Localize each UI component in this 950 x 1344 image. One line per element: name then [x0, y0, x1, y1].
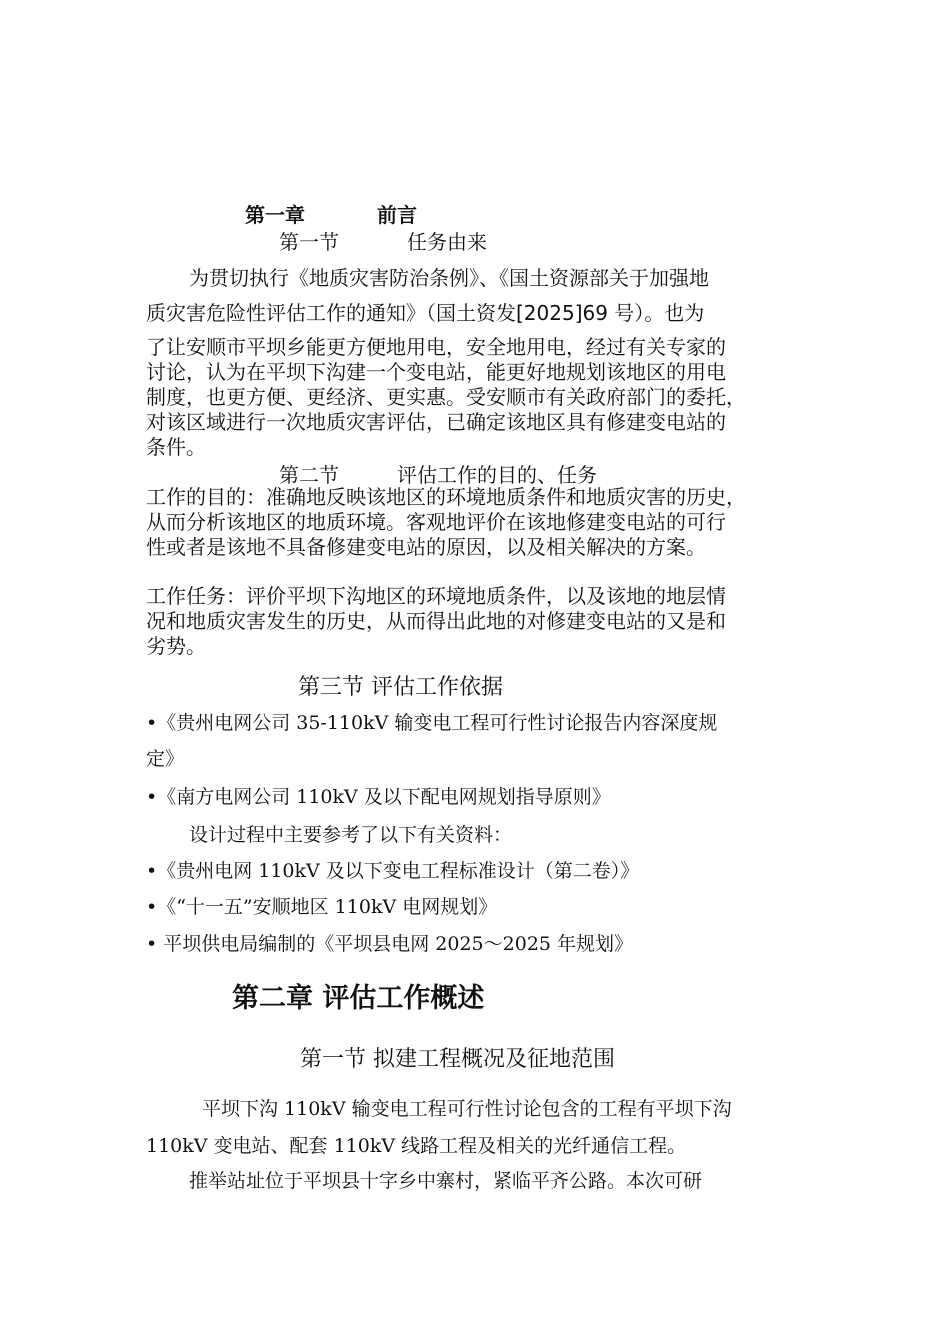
section-1-2-number: 第二节 — [279, 463, 339, 487]
reference-item-2: •《“十一五”安顺地区 110kV 电网规划》 — [146, 896, 498, 918]
basis-item-1-line-2: 定》 — [146, 748, 185, 770]
section-2-1-heading: 第一节 拟建工程概况及征地范围 — [300, 1047, 615, 1072]
section-1-1-title: 任务由来 — [407, 230, 487, 254]
section-1-3-heading: 第三节 评估工作依据 — [298, 675, 503, 700]
section-1-2-heading — [279, 459, 597, 488]
purpose-line-1: 工作的目的：准确地反映该地区的环境地质条件和地质灾害的历史， — [146, 485, 746, 509]
reference-item-3: • 平坝供电局编制的《平坝县电网 2025～2025 年规划》 — [146, 933, 634, 955]
basis-item-1-line-1: •《贵州电网公司 35-110kV 输变电工程可行性讨论报告内容深度规 — [146, 712, 718, 734]
ch2-para-1-line-2: 110kV 变电站、配套 110kV 线路工程及相关的光纤通信工程。 — [146, 1135, 687, 1157]
basis-item-2: •《南方电网公司 110kV 及以下配电网规划指导原则》 — [146, 786, 611, 808]
chapter-2-title: 第二章 评估工作概述 — [232, 983, 485, 1014]
reference-item-1: •《贵州电网 110kV 及以下变电工程标准设计（第二卷）》 — [146, 860, 640, 882]
section-1-1-heading — [279, 226, 487, 255]
faint-mark — [146, 126, 149, 137]
purpose-line-3: 性或者是该地不具备修建变电站的原因，以及相关解决的方案。 — [146, 535, 706, 559]
chapter-1-number: 第一章 — [245, 203, 305, 227]
para-1-line-4: 讨论，认为在平坝下沟建一个变电站，能更好地规划该地区的用电 — [146, 360, 726, 384]
para-1-line-5: 制度，也更方便、更经济、更实惠。受安顺市有关政府部门的委托， — [146, 385, 746, 409]
task-line-2: 况和地质灾害发生的历史，从而得出此地的对修建变电站的又是和 — [146, 609, 726, 633]
chapter-1-name: 前言 — [377, 203, 417, 227]
para-1-line-2: 质灾害危险性评估工作的通知》（国土资发[2025]69 号）。也为 — [146, 301, 705, 325]
task-line-1: 工作任务：评价平坝下沟地区的环境地质条件，以及该地的地层情 — [146, 584, 726, 608]
reference-intro: 设计过程中主要参考了以下有关资料： — [189, 824, 513, 846]
section-1-2-title: 评估工作的目的、任务 — [397, 463, 597, 487]
section-1-1-number: 第一节 — [279, 230, 339, 254]
para-1-line-3: 了让安顺市平坝乡能更方便地用电，安全地用电，经过有关专家的 — [146, 335, 726, 359]
ch2-para-1-line-1: 平坝下沟 110kV 输变电工程可行性讨论包含的工程有平坝下沟 — [202, 1098, 732, 1120]
task-line-3: 劣势。 — [146, 634, 206, 658]
para-1-line-7: 条件。 — [146, 435, 206, 459]
chapter-1-title — [245, 199, 417, 228]
para-1-line-6: 对该区域进行一次地质灾害评估，已确定该地区具有修建变电站的 — [146, 410, 726, 434]
purpose-line-2: 从而分析该地区的地质环境。客观地评价在该地修建变电站的可行 — [146, 510, 726, 534]
para-1-line-1: 为贯切执行《地质灾害防治条例》、《国土资源部关于加强地 — [189, 266, 709, 290]
ch2-para-2-line-1: 推举站址位于平坝县十字乡中寨村，紧临平齐公路。本次可研 — [189, 1170, 703, 1192]
